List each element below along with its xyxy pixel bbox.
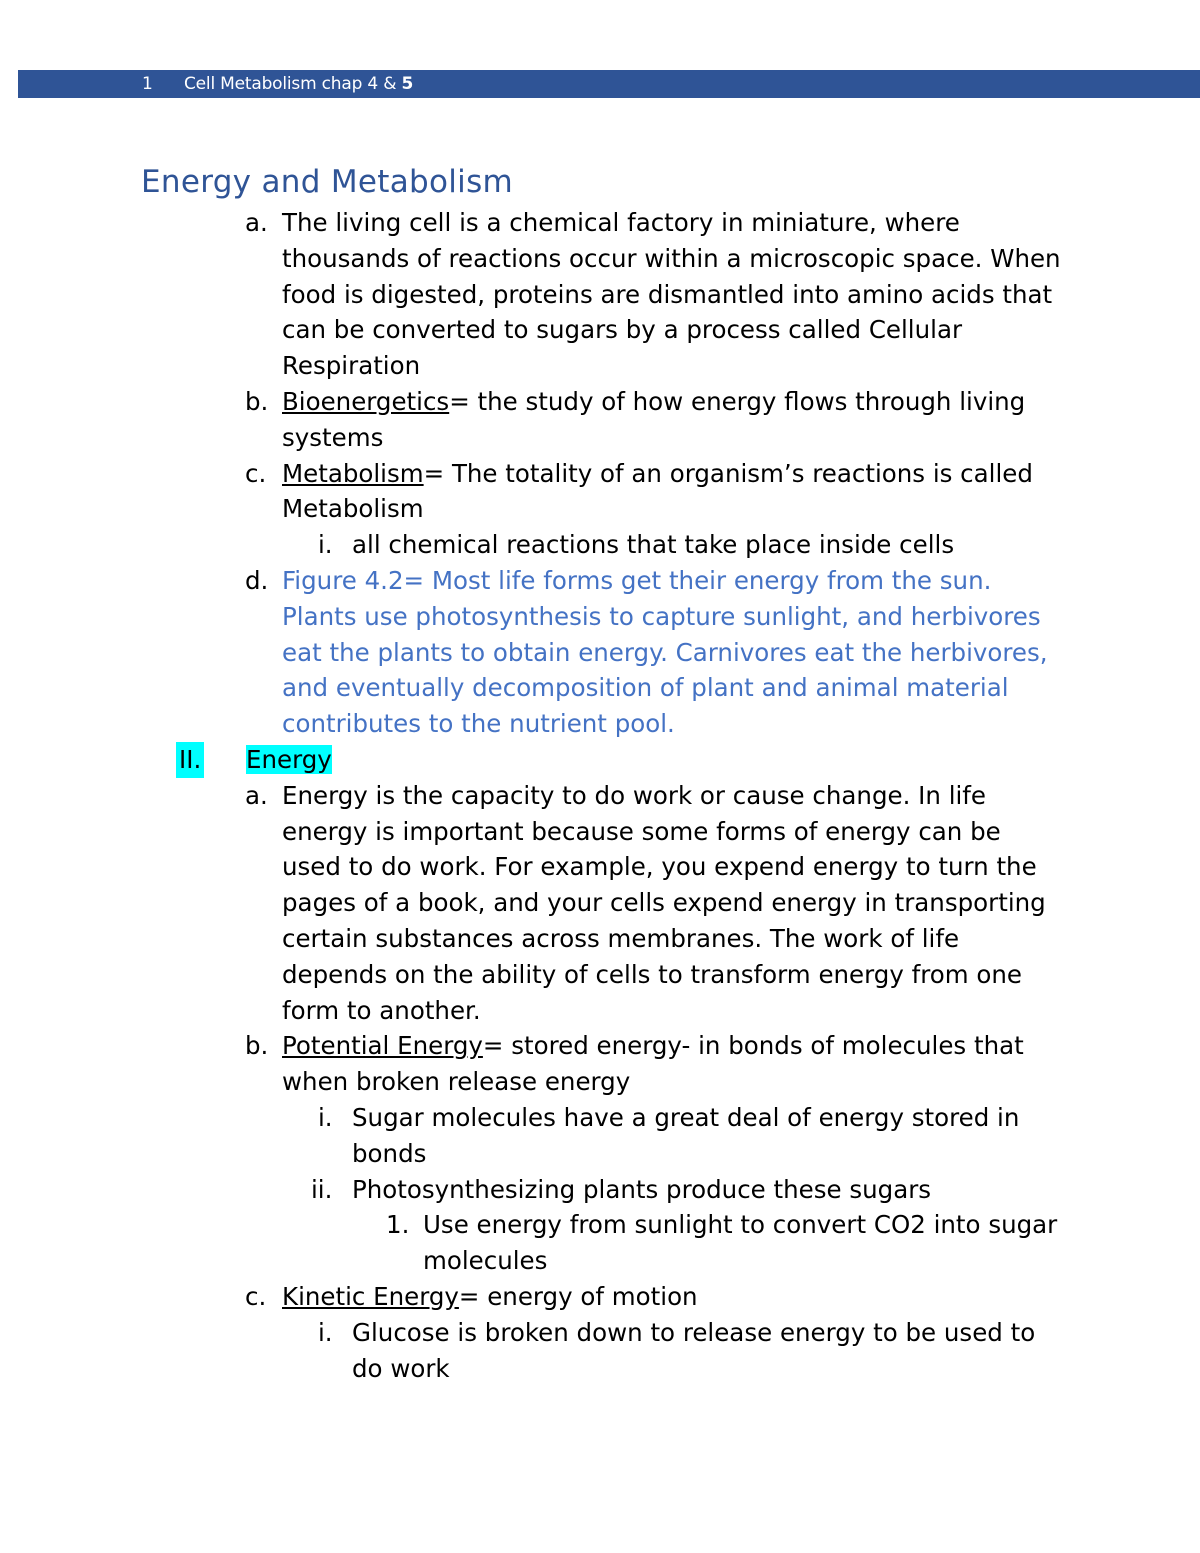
- section-title: Energy and Metabolism: [141, 164, 514, 200]
- list-item: [0, 456, 1200, 528]
- term-potential-energy: Potential Energy: [282, 1031, 483, 1061]
- list-marker: a.: [245, 780, 268, 810]
- roman-numeral-marker: II.: [176, 742, 204, 778]
- list-item: [0, 778, 1200, 1029]
- section-heading-text: Energy: [246, 744, 332, 774]
- list-item-text: [282, 456, 1062, 528]
- list-item: [0, 1028, 1200, 1100]
- page-header-bar: [18, 70, 1200, 98]
- list-item: [0, 1315, 1200, 1387]
- header-title: [184, 74, 413, 94]
- list-item-text: [282, 1028, 1062, 1100]
- list-marker: b.: [245, 1031, 269, 1061]
- list-item: [0, 1207, 1200, 1279]
- list-item-text: Photosynthesizing plants produce these sugars: [352, 1174, 932, 1204]
- list-item: [0, 1279, 1200, 1315]
- list-item-text: [282, 1279, 1062, 1315]
- list-marker: 1.: [386, 1210, 410, 1240]
- list-item: [0, 1100, 1200, 1172]
- list-item-text: Sugar molecules have a great deal of energy stored in bonds: [352, 1102, 1020, 1168]
- figure-note-item: [0, 563, 1200, 742]
- definition-text: = stored energy- in bonds of molecules that when broken release energy: [282, 1031, 1024, 1097]
- definition-text: = the study of how energy flows through living systems: [282, 386, 1026, 452]
- list-marker: d.: [245, 565, 269, 595]
- list-item-text: Energy is the capacity to do work or cause change. In life energy is important because some forms of energy can be used to do work. For example, you expend energy to turn the pages of a book, and your cells expend energy in transporting certain substances across membranes. The work of life depends on the ability of cells to transform energy from one form to another.: [282, 780, 1046, 1025]
- list-marker: b.: [245, 386, 269, 416]
- definition-text: = The totality of an organism’s reactions is called Metabolism: [282, 458, 1033, 524]
- list-marker: i.: [318, 1317, 333, 1347]
- list-item: [0, 205, 1200, 384]
- list-item-text: all chemical reactions that take place inside cells: [352, 530, 955, 560]
- list-marker: c.: [245, 458, 267, 488]
- list-item: [0, 1172, 1200, 1208]
- list-item-text: Use energy from sunlight to convert CO2 into sugar molecules: [423, 1210, 1058, 1276]
- figure-note-text: Figure 4.2= Most life forms get their energy from the sun. Plants use photosynthesis to capture sunlight, and herbivores eat the plants to obtain energy. Carnivores eat the herbivores, and eventually decomposition of plant and animal material contributes to the nutrient pool.: [282, 565, 1048, 739]
- document-body: [0, 205, 1200, 1386]
- header-title-text: Cell Metabolism chap 4 &: [184, 74, 402, 94]
- term-bioenergetics: Bioenergetics: [282, 386, 450, 416]
- list-item-text: The living cell is a chemical factory in miniature, where thousands of reactions occur within a microscopic space. When food is digested, proteins are dismantled into amino acids that can be converted to sugars by a process called Cellular Respiration: [282, 208, 1061, 381]
- term-kinetic-energy: Kinetic Energy: [282, 1281, 459, 1311]
- header-title-bold: 5: [401, 74, 414, 94]
- list-item-text: Glucose is broken down to release energy to be used to do work: [352, 1317, 1036, 1383]
- list-item: [0, 384, 1200, 456]
- page-number: 1: [142, 74, 153, 94]
- section-heading-energy: [0, 742, 1200, 778]
- list-marker: ii.: [311, 1174, 333, 1204]
- list-marker: c.: [245, 1281, 267, 1311]
- list-item: [0, 527, 1200, 563]
- term-metabolism: Metabolism: [282, 458, 424, 488]
- list-marker: a.: [245, 208, 268, 237]
- list-marker: i.: [318, 530, 333, 560]
- list-marker: i.: [318, 1102, 333, 1132]
- definition-text: = energy of motion: [458, 1281, 698, 1311]
- list-item-text: [282, 384, 1062, 456]
